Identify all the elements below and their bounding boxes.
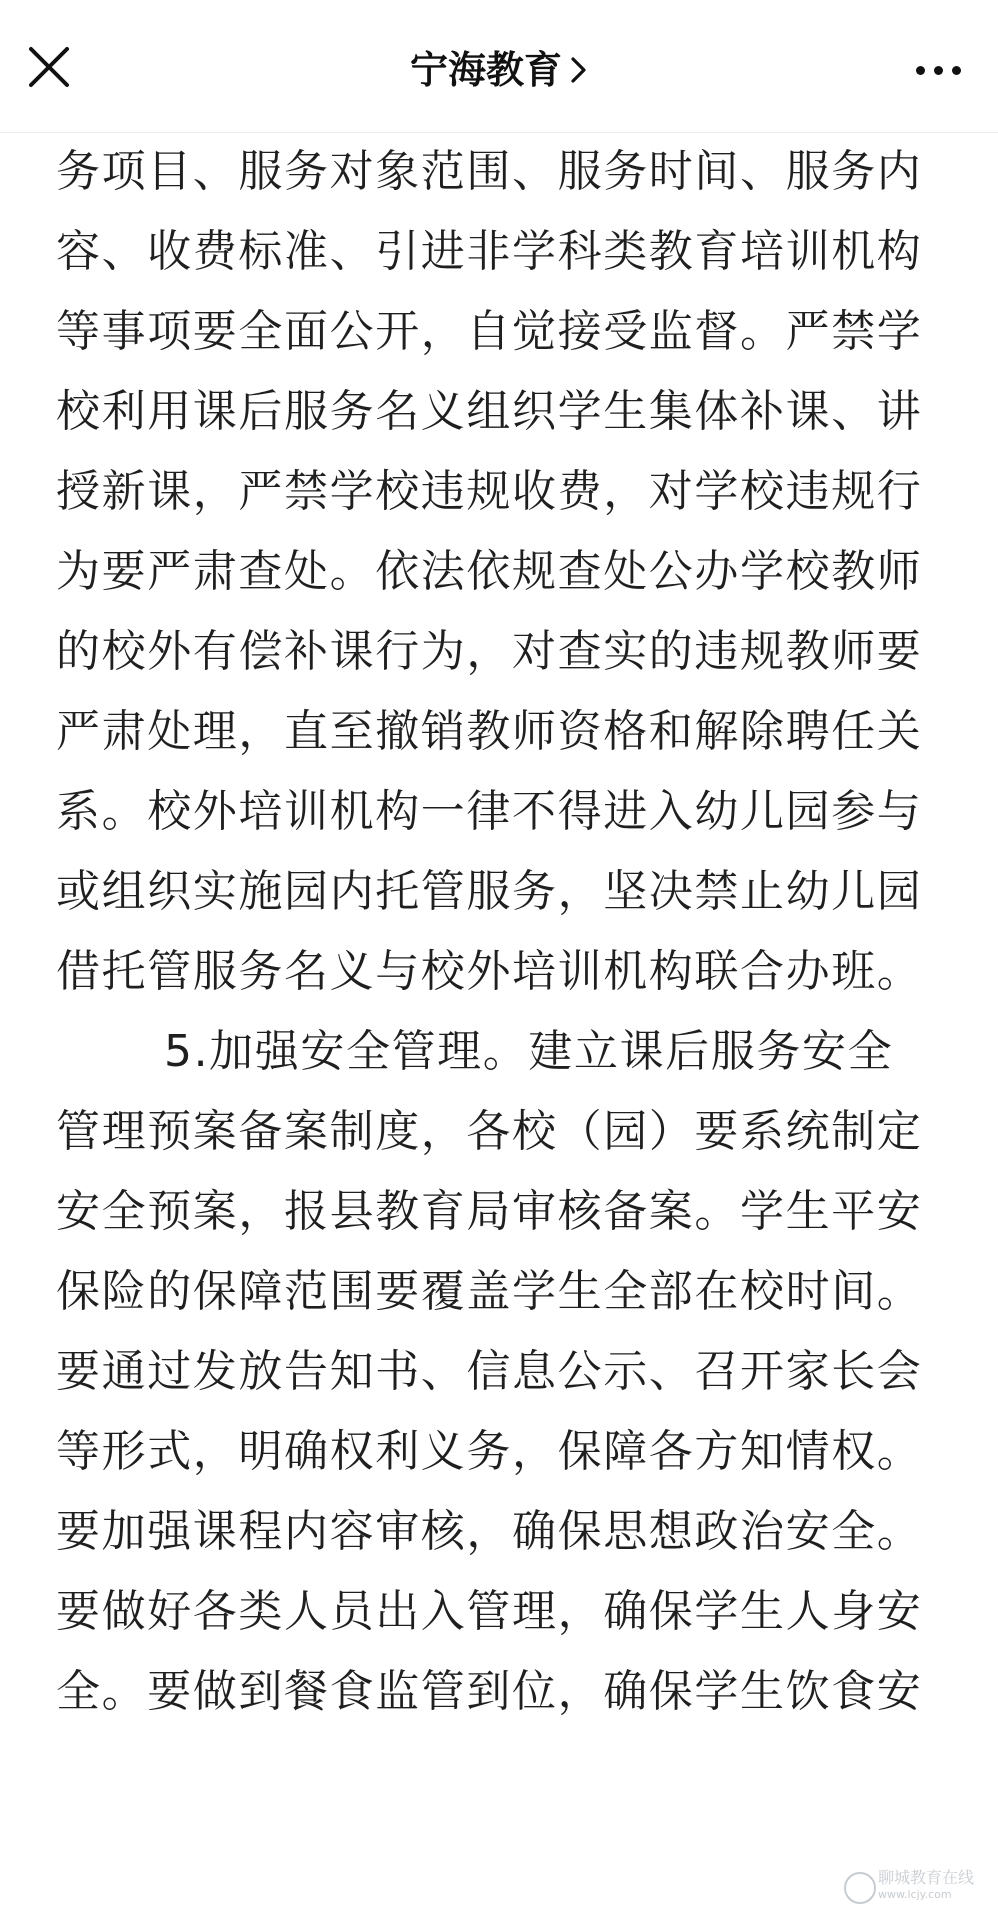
article-line: 要做好各类人员出入管理，确保学生人身安 bbox=[56, 1586, 923, 1637]
watermark-text: 聊城教育在线 bbox=[878, 1868, 975, 1887]
more-options-button[interactable] bbox=[908, 50, 968, 90]
article-line: 校利用课后服务名义组织学生集体补课、讲 bbox=[56, 386, 923, 437]
article-line: 授新课，严禁学校违规收费，对学校违规行 bbox=[56, 466, 923, 517]
article-line: 管理预案备案制度，各校（园）要系统制定 bbox=[56, 1106, 923, 1157]
article-line: 容、收费标准、引进非学科类教育培训机构 bbox=[56, 226, 923, 277]
watermark-url: www.lcjy.com bbox=[878, 1888, 952, 1901]
article-line: 为要严肃查处。依法依规查处公办学校教师 bbox=[56, 546, 923, 597]
article-line: 要通过发放告知书、信息公示、召开家长会 bbox=[56, 1346, 923, 1397]
article-line: 的校外有偿补课行为，对查实的违规教师要 bbox=[56, 626, 923, 677]
top-nav-bar bbox=[0, 0, 998, 133]
article-line: 等事项要全面公开，自觉接受监督。严禁学 bbox=[56, 306, 923, 357]
watermark bbox=[844, 1866, 984, 1906]
article-line: 安全预案，报县教育局审核备案。学生平安 bbox=[56, 1186, 923, 1237]
article-line: 严肃处理，直至撤销教师资格和解除聘任关 bbox=[56, 706, 923, 757]
article-line: 等形式，明确权利义务，保障各方知情权。 bbox=[56, 1426, 923, 1477]
article-paragraph-start: 5.加强安全管理。建立课后服务安全 bbox=[164, 1026, 894, 1077]
article-line: 保险的保障范围要覆盖学生全部在校时间。 bbox=[56, 1266, 923, 1317]
chevron-right-icon bbox=[570, 55, 588, 85]
page-title: 宁海教育 bbox=[409, 48, 562, 92]
article-line: 要加强课程内容审核，确保思想政治安全。 bbox=[56, 1506, 923, 1557]
watermark-logo-icon bbox=[844, 1872, 876, 1904]
article-line: 系。校外培训机构一律不得进入幼儿园参与 bbox=[56, 786, 923, 837]
article-body bbox=[56, 132, 946, 1732]
article-line: 借托管服务名义与校外培训机构联合办班。 bbox=[56, 946, 923, 997]
article-line: 或组织实施园内托管服务，坚决禁止幼儿园 bbox=[56, 866, 923, 917]
article-line: 全。要做到餐食监管到位，确保学生饮食安 bbox=[56, 1666, 923, 1717]
account-title-link[interactable] bbox=[0, 42, 998, 98]
article-line: 务项目、服务对象范围、服务时间、服务内 bbox=[56, 146, 923, 197]
